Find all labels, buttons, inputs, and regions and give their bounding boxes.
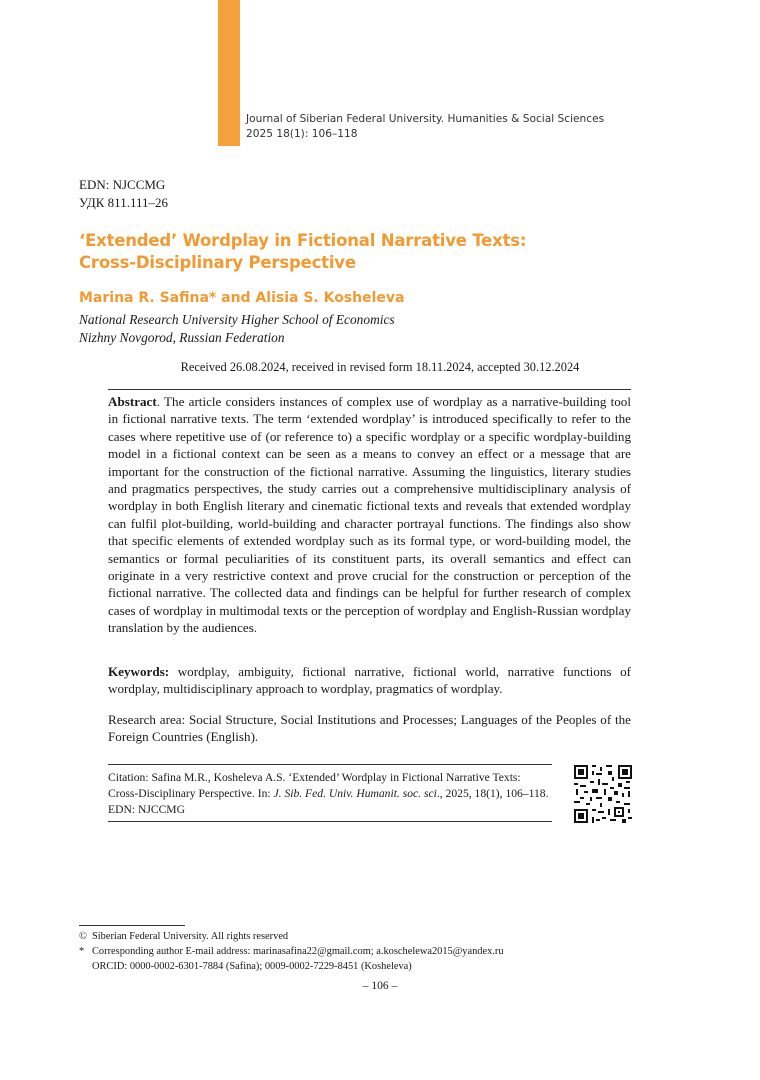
qr-code-icon[interactable] <box>574 765 632 823</box>
keywords <box>108 663 631 698</box>
footnotes <box>79 929 504 974</box>
corresponding-text: Corresponding author E-mail address: marinasafina22@gmail.com; a.koschelewa2015@yandex.ru <box>92 946 504 957</box>
citation-prefix: Citation: Safina M.R., Kosheleva A.S. ‘Extended’ Wordplay in Fictional Narrative Texts: Cross-Disciplinary Perspective. In: <box>108 771 521 800</box>
journal-issue: 2025 18(1): 106–118 <box>246 128 358 140</box>
journal-name: Journal of Siberian Federal University. Humanities & Social Sciences <box>246 113 605 125</box>
citation-bottom-divider <box>108 821 552 822</box>
received-dates: Received 26.08.2024, received in revised form 18.11.2024, accepted 30.12.2024 <box>180 360 580 374</box>
abstract-text: . The article considers instances of complex use of wordplay as a narrative-building tool in fictional narrative texts. The term ‘extended wordplay’ is introduced specifically to refer to the cases where repetitive use of (or reference to) a specific wordplay or a specific wordplay-building model in a fictional context can be seen as a means to convey an effect or a message that are important for the construction of the fictional narrative. Assuming the linguistics, literary studies and pragmatics perspectives, the study carries out a comprehensive multidisciplinary analysis of wordplay in both English literary and cinematic fictional texts and reveals that extended wordplay can fulfil plot-building, world-building and character portrayal functions. The findings also show that specific elements of extended wordplay such as its formal type, or word-building model, the semantics or formal peculiarities of its constituent parts, its overall semantics and effect can originate in a very restrictive context and prove crucial for the construction or perception of the fictional narrative. The collected data and findings can be helpful for further research of complex cases of wordplay in multimodal texts or the perception of wordplay and English-Russian wordplay translation by the audiences. <box>108 394 631 636</box>
page-number: – 106 – <box>362 980 398 992</box>
keywords-label: Keywords: <box>108 664 170 679</box>
journal-header <box>246 112 604 142</box>
citation-suffix: ., 2025, 18(1), 106–118. EDN: NJCCMG <box>108 787 549 816</box>
footnote-divider <box>79 925 185 926</box>
citation <box>108 770 552 818</box>
abstract <box>108 393 631 637</box>
keywords-text: wordplay, ambiguity, fictional narrative, fictional world, narrative functions of wordplay, multidisciplinary approach to wordplay, pragmatics of wordplay. <box>108 664 631 697</box>
citation-top-divider <box>108 764 552 765</box>
authors: Marina R. Safina* and Alisia S. Kosheleva <box>79 290 405 306</box>
abstract-divider <box>108 389 631 390</box>
citation-journal: J. Sib. Fed. Univ. Humanit. soc. sci <box>273 787 437 800</box>
copyright-mark: © <box>79 931 87 942</box>
orcid-note <box>79 959 504 974</box>
corresponding-note <box>79 944 504 959</box>
affiliation <box>79 311 395 347</box>
corresponding-mark: * <box>79 946 85 957</box>
title-line-2: Cross-Disciplinary Perspective <box>79 253 356 272</box>
affiliation-institution: National Research University Higher School of Economics <box>79 312 395 327</box>
title-line-1: ‘Extended’ Wordplay in Fictional Narrative Texts: <box>79 231 527 250</box>
edn-code: EDN: NJCCMG <box>79 177 166 192</box>
orcid-text: ORCID: 0000-0002-6301-7884 (Safina); 0009-0002-7229-8451 (Kosheleva) <box>92 961 412 972</box>
article-identifiers <box>79 176 168 212</box>
article-title <box>79 230 639 274</box>
affiliation-location: Nizhny Novgorod, Russian Federation <box>79 330 285 345</box>
research-area: Research area: Social Structure, Social Institutions and Processes; Languages of the Peoples of the Foreign Countries (English). <box>108 712 631 745</box>
header-accent-bar <box>218 0 240 146</box>
udk-code: УДК 811.111–26 <box>79 195 168 210</box>
abstract-label: Abstract <box>108 394 157 409</box>
copyright-note <box>79 929 504 944</box>
copyright-text: Siberian Federal University. All rights reserved <box>92 931 289 942</box>
